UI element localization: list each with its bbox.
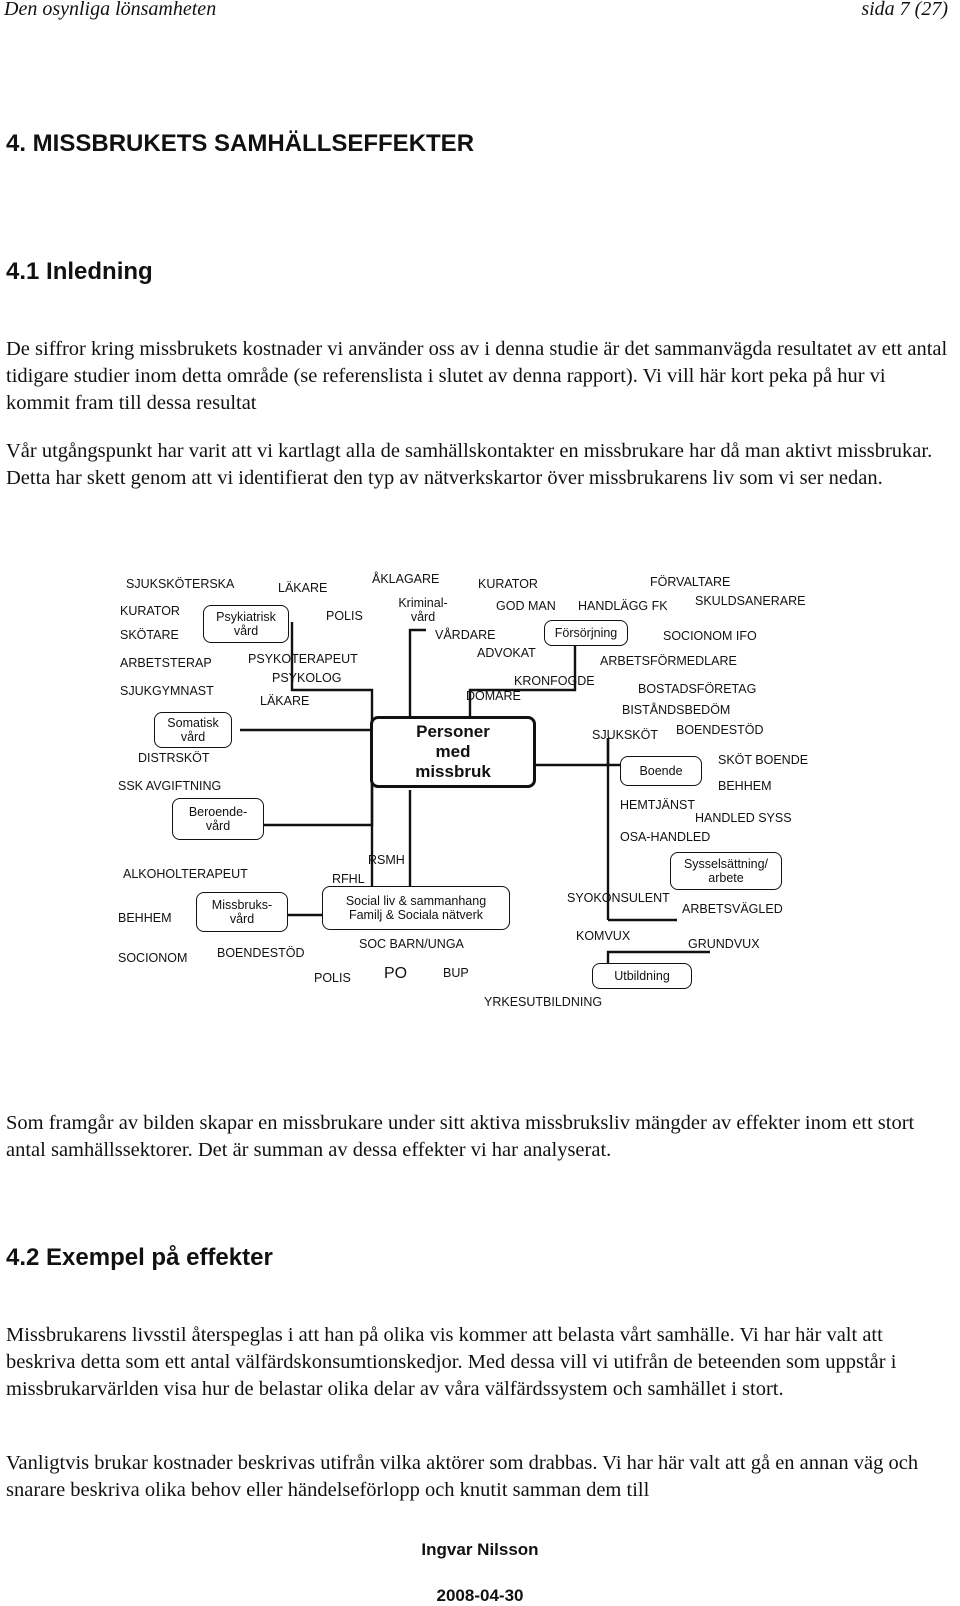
- subsection-heading-inledning: 4.1 Inledning: [6, 258, 153, 285]
- label-handled-syss: HANDLED SYSS: [695, 811, 792, 825]
- label-po: PO: [384, 965, 408, 982]
- paragraph-analysis: Som framgår av bilden skapar en missbrukare under sitt aktiva missbruksliv mängder av effekter inom ett stort antal samhällssektorer. Det är summan av dessa effekter vi har analyserat.: [6, 1112, 915, 1161]
- footer-author: Ingvar Nilsson: [421, 1540, 539, 1559]
- label-polis-2: POLIS: [314, 971, 351, 985]
- center-persons-with-abuse: Personer med missbruk: [370, 716, 536, 788]
- label-lakare-2: LÄKARE: [260, 694, 310, 708]
- running-header-page: sida 7 (27): [861, 0, 948, 20]
- label-arbetsformedlare: ARBETSFÖRMEDLARE: [600, 654, 737, 668]
- psychiatric-care-box: Psykiatrisk vård: [203, 605, 289, 643]
- label-kurator: KURATOR: [478, 577, 538, 591]
- paragraph-method: Vår utgångspunkt har varit att vi kartlagt alla de samhällskontakter en missbrukare har då man aktivt missbrukar. Detta har skett genom att vi identifierat den typ av nätverkskartor över missbrukarens liv som vi ser nedan.: [6, 440, 933, 489]
- label-kurator-2: KURATOR: [120, 604, 180, 618]
- paragraph-lifestyle: Missbrukarens livsstil återspeglas i att han på olika vis kommer att belasta vårt samhälle. Vi har här valt att beskriva detta som ett antal välfärdskonsumtionskedjor. Med dessa vill vi utifrån de beteenden som uppstår i missbrukarvärlden visa hur de belastar olika delar av våra välfärdssystem och samhället i stort.: [6, 1324, 897, 1400]
- label-bostadsforetag: BOSTADSFÖRETAG: [638, 682, 757, 696]
- label-bup: BUP: [443, 966, 469, 980]
- label-distrskot: DISTRSKÖT: [138, 751, 210, 765]
- paragraph-costs: Vanligtvis brukar kostnader beskrivas utifrån vilka aktörer som drabbas. Vi har här valt att gå en annan väg och snarare beskriva olika behov eller händelseförlopp och knutit samman dem till: [6, 1452, 919, 1501]
- network-diagram: [110, 572, 840, 1030]
- label-forvaltare: FÖRVALTARE: [650, 575, 731, 589]
- label-sjukskot: SJUKSKÖT: [592, 728, 658, 742]
- label-skuldsanerare: SKULDSANERARE: [695, 594, 806, 608]
- label-arbetsterap: ARBETSTERAP: [120, 656, 212, 670]
- label-boendestod: BOENDESTÖD: [676, 723, 764, 737]
- label-rsmh: RSMH: [368, 853, 405, 867]
- label-lakare: LÄKARE: [278, 581, 328, 595]
- criminal-care-box: Kriminal- vård: [386, 594, 460, 626]
- somatic-care-box: Somatisk vård: [154, 712, 232, 748]
- label-bistandsbedom: BISTÅNDSBEDÖM: [622, 703, 731, 717]
- footer-date: 2008-04-30: [436, 1586, 524, 1605]
- label-aklagare: ÅKLAGARE: [372, 572, 440, 586]
- label-behhem-2: BEHHEM: [118, 911, 172, 925]
- label-advokat: ADVOKAT: [477, 646, 536, 660]
- label-skot-boende: SKÖT BOENDE: [718, 753, 809, 767]
- label-behhem: BEHHEM: [718, 779, 772, 793]
- subsection-heading-exempel: 4.2 Exempel på effekter: [6, 1244, 273, 1271]
- paragraph-intro: De siffror kring missbrukets kostnader vi använder oss av i denna studie är det sammanvägda resultatet av ett antal tidigare studier inom detta område (se referenslista i slutet av denna rapport). Vi vill här kort peka på hur vi kommit fram till dessa resultat: [6, 338, 948, 414]
- label-handlagg-fk: HANDLÄGG FK: [578, 599, 668, 613]
- label-god-man: GOD MAN: [496, 599, 556, 613]
- label-socionom-ifo: SOCIONOM IFO: [663, 629, 757, 643]
- label-ssk-avgiftning: SSK AVGIFTNING: [118, 779, 222, 793]
- running-header-title: Den osynliga lönsamheten: [4, 0, 217, 20]
- label-grundvux: GRUNDVUX: [688, 937, 760, 951]
- housing-box: Boende: [620, 756, 702, 786]
- label-soc-barn-unga: SOC BARN/UNGA: [359, 937, 464, 951]
- addiction-care-box: Beroende- vård: [172, 798, 264, 840]
- label-vardare: VÅRDARE: [435, 628, 496, 642]
- label-kronfogde: KRONFOGDE: [514, 674, 595, 688]
- label-komvux: KOMVUX: [576, 929, 631, 943]
- label-hemtjanst: HEMTJÄNST: [620, 798, 695, 812]
- section-heading: 4. MISSBRUKETS SAMHÄLLSEFFEKTER: [6, 130, 475, 157]
- label-osa-handled: OSA-HANDLED: [620, 830, 711, 844]
- employment-box: Sysselsättning/ arbete: [670, 852, 782, 890]
- label-yrkesutbildning: YRKESUTBILDNING: [484, 995, 603, 1009]
- label-domare: DOMARE: [466, 689, 521, 703]
- label-psykoterapeut: PSYKOTERAPEUT: [248, 652, 358, 666]
- label-psykolog: PSYKOLOG: [272, 671, 342, 685]
- label-rfhl: RFHL: [332, 872, 365, 886]
- social-life-box: Social liv & sammanhang Familj & Sociala nätverk: [322, 886, 510, 930]
- support-box: Försörjning: [544, 620, 628, 646]
- label-alkoholterapeut: ALKOHOLTERAPEUT: [123, 867, 248, 881]
- label-sjukskoterska: SJUKSKÖTERSKA: [126, 577, 235, 591]
- label-sjukgymnast: SJUKGYMNAST: [120, 684, 214, 698]
- label-skotare: SKÖTARE: [120, 628, 179, 642]
- label-polis: POLIS: [326, 609, 363, 623]
- label-boendestod-2: BOENDESTÖD: [217, 946, 305, 960]
- education-box: Utbildning: [592, 963, 692, 989]
- label-syokonsulent: SYOKONSULENT: [567, 891, 670, 905]
- abuse-care-box: Missbruks- vård: [196, 892, 288, 932]
- label-arbetsvagled: ARBETSVÄGLED: [682, 902, 783, 916]
- label-socionom: SOCIONOM: [118, 951, 188, 965]
